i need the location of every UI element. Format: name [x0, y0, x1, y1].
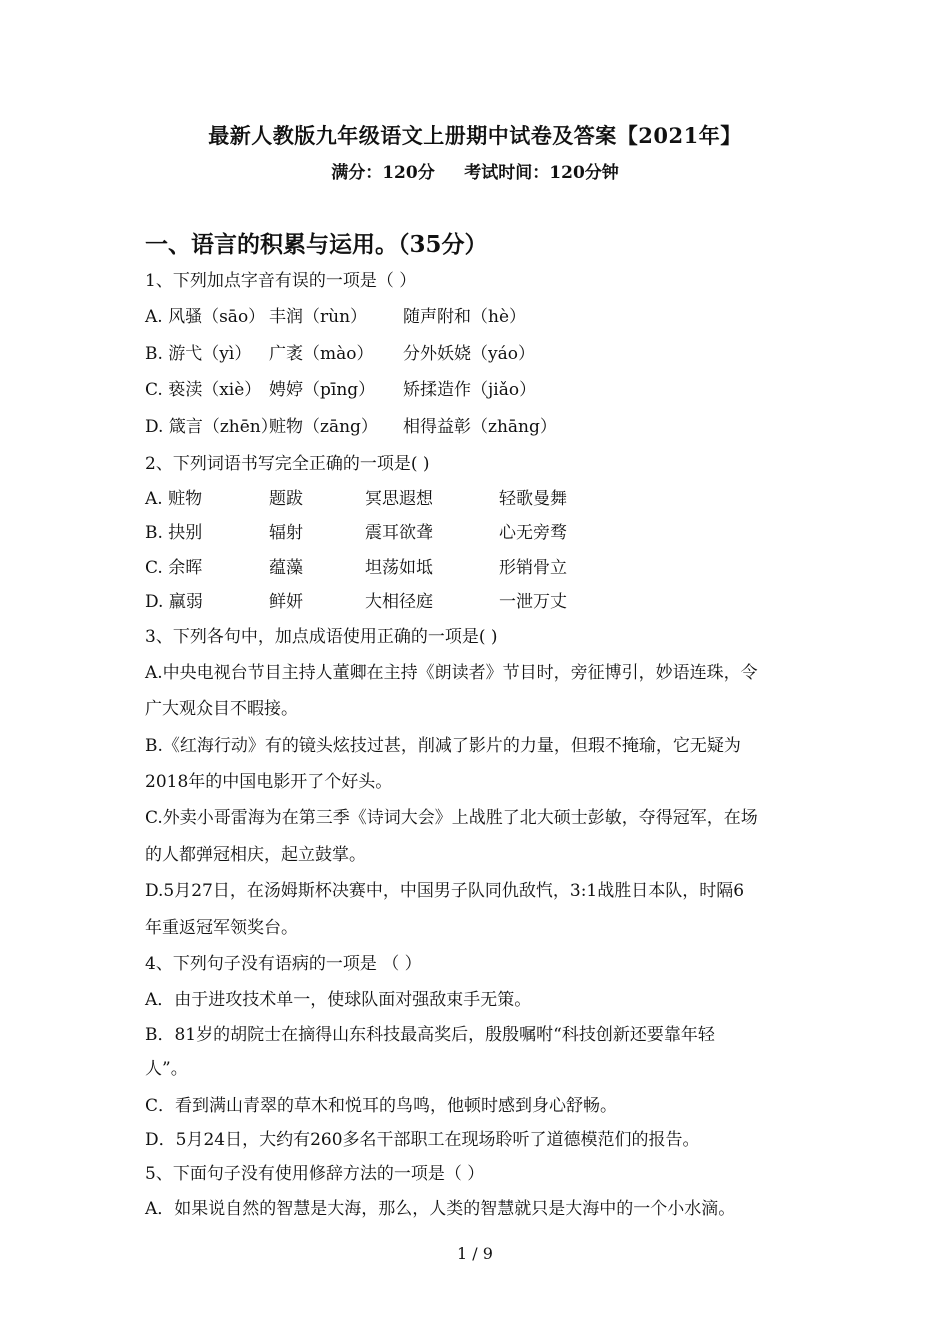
question-1-option-c: [145, 375, 536, 400]
question-3-line: 的人都弹冠相庆，起立鼓掌。: [145, 845, 366, 865]
option-text: 丰润（rùn）: [269, 307, 368, 327]
option-text: 分外妖娆（yáo）: [403, 344, 535, 364]
question-3-line: 广大观众目不暇接。: [145, 699, 298, 719]
option-text: B. 抉别: [145, 523, 203, 543]
option-text: C. 亵渎（xiè）: [145, 380, 262, 400]
option-text: 题跋: [269, 489, 303, 509]
option-text: 相得益彰（zhāng）: [403, 417, 557, 437]
option-text: 一泄万丈: [499, 592, 567, 612]
option-text: 震耳欲聋: [365, 523, 433, 543]
question-4-line: 人”。: [145, 1059, 188, 1079]
question-3-line: 年重返冠军领奖台。: [145, 918, 298, 938]
option-text: 坦荡如坻: [365, 558, 433, 578]
option-text: 冥思遐想: [365, 489, 433, 509]
option-text: D. 箴言（zhēn）: [145, 417, 278, 437]
question-2-option-d: [145, 587, 567, 612]
option-text: A. 赃物: [145, 489, 203, 509]
question-2-stem: 2、下列词语书写完全正确的一项是( ): [145, 454, 430, 474]
question-3-stem: 3、下列各句中，加点成语使用正确的一项是( ): [145, 627, 498, 647]
question-5-stem: 5、下面句子没有使用修辞方法的一项是（ ）: [145, 1164, 485, 1184]
question-4-line: B．81岁的胡院士在摘得山东科技最高奖后，殷殷嘱咐“科技创新还要靠年轻: [145, 1025, 715, 1045]
option-text: A. 风骚（sāo）: [145, 307, 266, 327]
option-text: 娉婷（pīng）: [269, 380, 376, 400]
page-title: 最新人教版九年级语文上册期中试卷及答案【2021年】: [208, 123, 742, 148]
page-number: 1 / 9: [457, 1244, 493, 1263]
option-text: C. 余晖: [145, 558, 203, 578]
question-2-option-a: [145, 484, 567, 509]
question-4-line: D．5月24日，大约有260多名干部职工在现场聆听了道德模范们的报告。: [145, 1130, 700, 1150]
question-1-option-d: [145, 412, 557, 437]
question-3-line: D.5月27日，在汤姆斯杯决赛中，中国男子队同仇敌忾，3:1战胜日本队，时隔6: [145, 881, 745, 901]
option-text: 轻歌曼舞: [499, 489, 567, 509]
option-text: 辐射: [269, 523, 303, 543]
option-text: 随声附和（hè）: [403, 307, 527, 327]
question-2-option-c: [145, 553, 567, 578]
question-4-line: A．由于进攻技术单一，使球队面对强敌束手无策。: [145, 990, 532, 1010]
option-text: 矫揉造作（jiǎo）: [403, 380, 537, 400]
option-text: D. 羸弱: [145, 592, 203, 612]
question-3-line: C.外卖小哥雷海为在第三季《诗词大会》上战胜了北大硕士彭敏，夺得冠军，在场: [145, 808, 758, 828]
option-text: 蕴藻: [269, 558, 303, 578]
option-text: 形销骨立: [499, 558, 567, 578]
question-4-line: C．看到满山青翠的草木和悦耳的鸟鸣，他顿时感到身心舒畅。: [145, 1096, 618, 1116]
question-2-option-b: [145, 518, 567, 543]
option-text: 鲜妍: [269, 592, 303, 612]
question-3-line: 2018年的中国电影开了个好头。: [145, 772, 393, 792]
question-5-line: A．如果说自然的智慧是大海，那么，人类的智慧就只是大海中的一个小水滴。: [145, 1199, 736, 1219]
question-1-option-b: [145, 339, 535, 364]
question-3-line: A.中央电视台节目主持人董卿在主持《朗读者》节目时，旁征博引，妙语连珠，令: [145, 663, 758, 683]
option-text: 心无旁骛: [499, 523, 567, 543]
option-text: 广袤（mào）: [269, 344, 374, 364]
section-heading: 一、语言的积累与运用。（35分）: [145, 231, 488, 258]
question-4-stem: 4、下列句子没有语病的一项是 （ ）: [145, 954, 422, 974]
option-text: B. 游弋（yì）: [145, 344, 252, 364]
question-1-stem: 1、下列加点字音有误的一项是（ ）: [145, 271, 417, 291]
exam-info: 满分：120分 考试时间：120分钟: [331, 163, 619, 183]
option-text: 赃物（zāng）: [269, 417, 378, 437]
question-1-option-a: [145, 302, 526, 327]
question-3-line: B.《红海行动》有的镜头炫技过甚，削减了影片的力量，但瑕不掩瑜，它无疑为: [145, 736, 741, 756]
option-text: 大相径庭: [365, 592, 433, 612]
